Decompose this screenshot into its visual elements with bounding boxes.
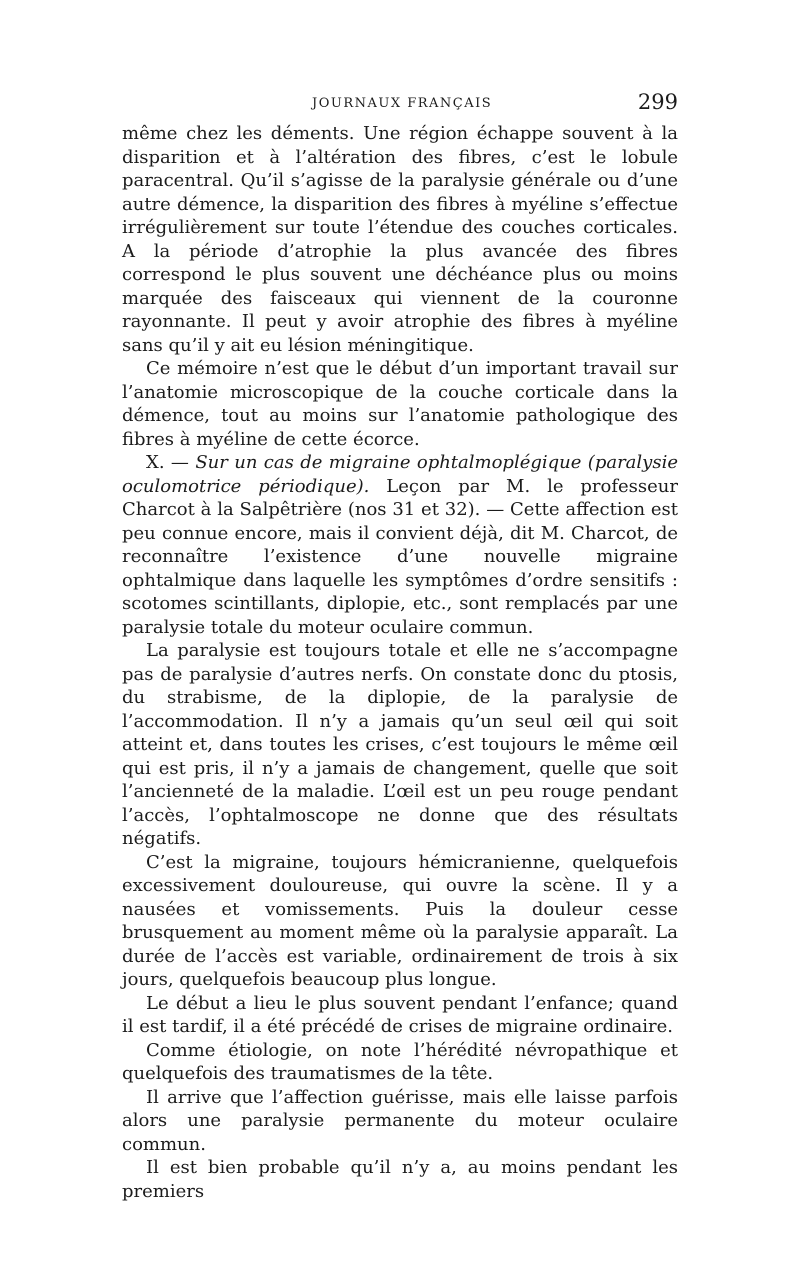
section-x-paragraph (122, 451, 678, 639)
page-header (122, 88, 678, 124)
page (122, 88, 678, 1203)
section-title: Sur un cas de migraine ophtalmoplégique (paralysie oculomotrice périodique). (122, 452, 678, 497)
paragraph: Le début a lieu le plus souvent pendant l’enfance; quand il est tardif, il a été précédé de crises de migraine ordinaire. (122, 992, 678, 1037)
paragraph: Il arrive que l’affection guérisse, mais elle laisse parfois alors une paralysie permanente du moteur oculaire commun. (122, 1086, 678, 1155)
paragraph: La paralysie est toujours totale et elle ne s’accompagne pas de paralysie d’autres nerfs. On constate donc du ptosis, du strabisme, de la diplopie, de la paralysie de l’accommodation. Il n’y a jamais qu’un seul œil qui soit atteint et, dans toutes les crises, c’est toujours le même œil qui est pris, il n’y a jamais de changement, quelle que soit l’ancienneté de la maladie. L’œil est un peu rouge pendant l’accès, l’ophtalmoscope ne donne que des résultats négatifs. (122, 640, 678, 849)
page-number: 299 (637, 90, 678, 114)
section-number: X. — (146, 452, 189, 473)
paragraph: C’est la migraine, toujours hémicranienne, quelquefois excessivement douloureuse, qui ouvre la scène. Il y a nausées et vomissements. Puis la douleur cesse brusquement au moment même où la paralysie apparaît. La durée de l’accès est variable, ordinairement de trois à six jours, quelquefois beaucoup plus longue. (122, 851, 678, 990)
paragraph: Ce mémoire n’est que le début d’un important travail sur l’anatomie microscopique de la couche corticale dans la démence, tout au moins sur l’anatomie pathologique des fibres à myéline de cette écorce. (122, 358, 678, 450)
section-text: Leçon par M. le professeur Charcot à la Salpêtrière (nos 31 et 32). — Cette affection est peu connue encore, mais il convient déjà, dit M. Charcot, de reconnaître l’existence d’une nouvelle migraine ophtalmique dans laquelle les symptômes d’ordre sensitifs : scotomes scintillants, diplopie, etc., sont remplacés par une paralysie totale du moteur oculaire commun. (122, 475, 678, 638)
paragraph: Il est bien probable qu’il n’y a, au moins pendant les premiers (122, 1157, 678, 1202)
paragraph: même chez les déments. Une région échappe souvent à la disparition et à l’altération des fibres, c’est le lobule paracentral. Qu’il s’agisse de la paralysie générale ou d’une autre démence, la disparition des fibres à myéline s’effectue irrégulièrement sur toute l’étendue des couches corticales. A la période d’atrophie la plus avancée des fibres correspond le plus souvent une déchéance plus ou moins marquée des faisceaux qui viennent de la couronne rayonnante. Il peut y avoir atrophie des fibres à myéline sans qu’il y ait eu lésion méningitique. (122, 123, 678, 356)
body-text (122, 122, 678, 1203)
paragraph: Comme étiologie, on note l’hérédité névropathique et quelquefois des traumatismes de la tête. (122, 1039, 678, 1084)
running-head: JOURNAUX FRANÇAIS (312, 96, 493, 111)
